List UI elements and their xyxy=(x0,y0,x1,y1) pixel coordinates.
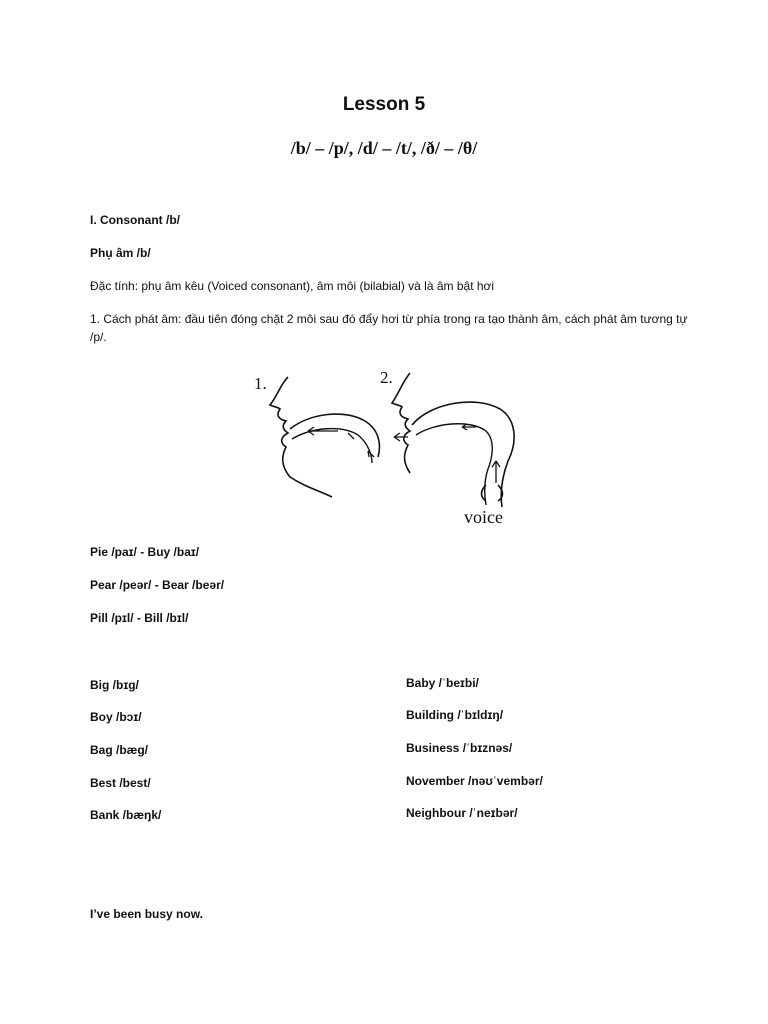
voice-label: voice xyxy=(464,507,503,527)
word-right-1: Baby /ˈbeɪbi/ xyxy=(406,676,479,690)
figure-label-1: 1. xyxy=(254,374,267,393)
instruction-text: 1. Cách phát âm: đầu tiên đóng chặt 2 môi sau đó đẩy hơi từ phía trong ra tạo thành âm, cách phát âm tương tự /p/. xyxy=(90,312,688,344)
word-right-3: Business /ˈbɪznəs/ xyxy=(406,741,513,755)
word-right-5: Neighbour /ˈneɪbər/ xyxy=(406,806,518,820)
word-left-3: Bag /bæg/ xyxy=(90,743,149,757)
section-subheading: Phụ âm /b/ xyxy=(90,246,151,260)
tongue-1 xyxy=(292,429,372,463)
palate-2 xyxy=(412,402,514,507)
word-left-4: Best /best/ xyxy=(90,776,151,790)
property-text: Đặc tính: phụ âm kêu (Voiced consonant), âm môi (bilabial) và là âm bật hơi xyxy=(90,279,495,293)
palate-1 xyxy=(290,414,379,457)
word-left-5: Bank /bæŋk/ xyxy=(90,808,162,822)
word-left-1: Big /bɪg/ xyxy=(90,678,139,692)
lesson-title: Lesson 5 xyxy=(342,94,426,115)
air-arrow-2c xyxy=(492,461,500,483)
face-1-profile xyxy=(270,377,332,497)
example-sentence: I’ve been busy now. xyxy=(90,907,203,921)
air-arrow-1b xyxy=(348,433,354,439)
lesson-subtitle: /b/ – /p/, /d/ – /t/, /ð/ – /θ/ xyxy=(290,138,478,158)
face-2-profile xyxy=(392,373,410,473)
word-right-4: November /nəʊˈvembər/ xyxy=(406,774,543,788)
figure-label-2: 2. xyxy=(380,368,393,387)
section-heading: I. Consonant /b/ xyxy=(90,213,180,227)
pair-1: Pie /paɪ/ - Buy /baɪ/ xyxy=(90,545,200,559)
mouth-diagram xyxy=(250,365,520,530)
word-right-2: Building /ˈbɪldɪŋ/ xyxy=(406,708,504,722)
mouth-diagram-svg xyxy=(250,365,520,530)
word-left-2: Boy /bɔɪ/ xyxy=(90,710,142,724)
pair-2: Pear /peər/ - Bear /beər/ xyxy=(90,578,225,592)
pair-3: Pill /pɪl/ - Bill /bɪl/ xyxy=(90,611,189,625)
